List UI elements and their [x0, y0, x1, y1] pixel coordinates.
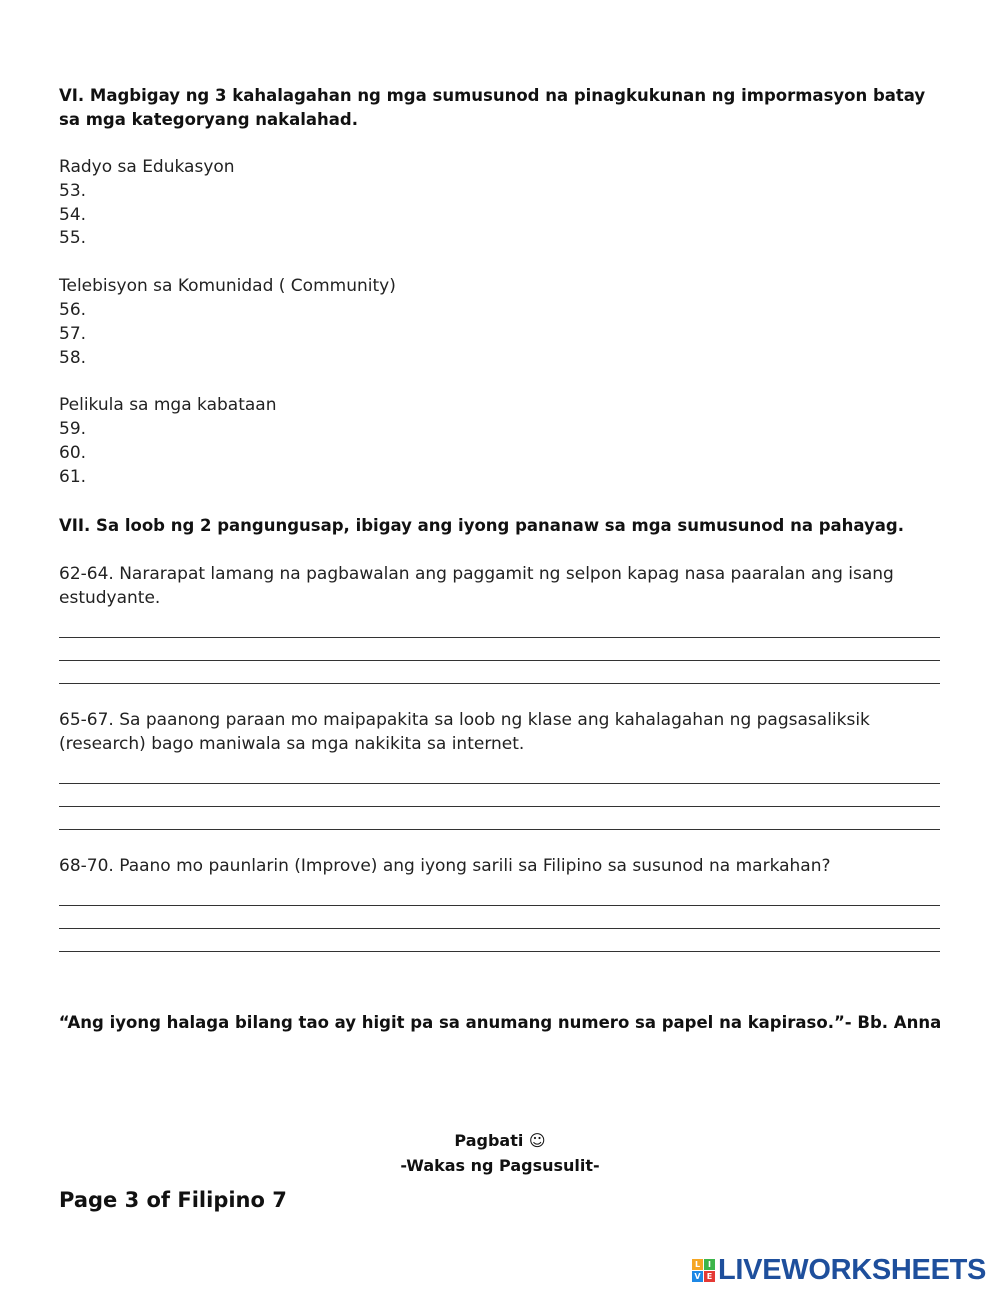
question-text: 65-67. Sa paanong paraan mo maipapakita sa loob ng klase ang kahalagahan ng pagsasaliksik (research) bago maniwala sa mga nakikita sa internet.	[59, 709, 870, 754]
item-number: 55.	[59, 228, 87, 249]
liveworksheets-logo-icon	[692, 1259, 715, 1282]
item-number: 56.	[59, 299, 87, 320]
answer-line[interactable]	[59, 615, 940, 638]
question-text: 68-70. Paano mo paunlarin (Improve) ang iyong sarili sa Filipino sa susunod na markahan?	[59, 855, 831, 876]
brand-name: LIVEWORKSHEETS	[718, 1253, 987, 1286]
logo-letter: V	[692, 1271, 703, 1282]
category-title: Telebisyon sa Komunidad ( Community)	[59, 276, 396, 297]
answer-line[interactable]	[59, 761, 940, 784]
answer-line[interactable]	[59, 638, 940, 661]
category-title: Pelikula sa mga kabataan	[59, 395, 277, 416]
question-68-70	[59, 854, 941, 952]
logo-letter: E	[704, 1271, 715, 1282]
logo-letter: L	[692, 1259, 703, 1270]
answer-line[interactable]	[59, 807, 940, 830]
answer-line[interactable]	[59, 883, 940, 906]
item-number: 57.	[59, 323, 87, 344]
item-number: 61.	[59, 466, 87, 487]
question-text: 62-64. Nararapat lamang na pagbawalan ang paggamit ng selpon kapag nasa paaralan ang isang estudyante.	[59, 563, 894, 608]
liveworksheets-brand[interactable]	[692, 1250, 986, 1290]
closing-block	[0, 1128, 1000, 1178]
category-title: Radyo sa Edukasyon	[59, 157, 235, 177]
answer-area	[59, 883, 941, 952]
question-65-67	[59, 708, 941, 830]
answer-area	[59, 615, 941, 684]
section-6-heading: VI. Magbigay ng 3 kahalagahan ng mga sumusunod na pinagkukunan ng impormasyon batay sa mga kategoryang nakalahad.	[59, 86, 926, 129]
answer-area	[59, 761, 941, 830]
category-telebisyon	[59, 275, 941, 370]
item-number: 53.	[59, 180, 87, 201]
item-number: 60.	[59, 442, 87, 463]
end-of-exam-text: -Wakas ng Pagsusulit-	[400, 1156, 600, 1175]
section-7-heading: VII. Sa loob ng 2 pangungusap, ibigay ang iyong pananaw sa mga sumusunod na pahayag.	[59, 515, 905, 535]
category-pelikula	[59, 394, 941, 489]
item-number: 54.	[59, 204, 87, 225]
closing-quote: “Ang iyong halaga bilang tao ay higit pa sa anumang numero sa papel na kapiraso.”- Bb. Anna	[58, 1013, 942, 1032]
item-number: 58.	[59, 347, 87, 368]
greeting-text: Pagbati ☺	[454, 1131, 546, 1150]
worksheet-page	[59, 84, 941, 952]
page-number-label: Page 3 of Filipino 7	[59, 1188, 287, 1212]
item-number: 59.	[59, 419, 87, 440]
answer-line[interactable]	[59, 661, 940, 684]
answer-line[interactable]	[59, 929, 940, 952]
answer-line[interactable]	[59, 906, 940, 929]
question-62-64	[59, 562, 941, 684]
category-radyo	[59, 156, 941, 251]
logo-letter: I	[704, 1259, 715, 1270]
answer-line[interactable]	[59, 784, 940, 807]
